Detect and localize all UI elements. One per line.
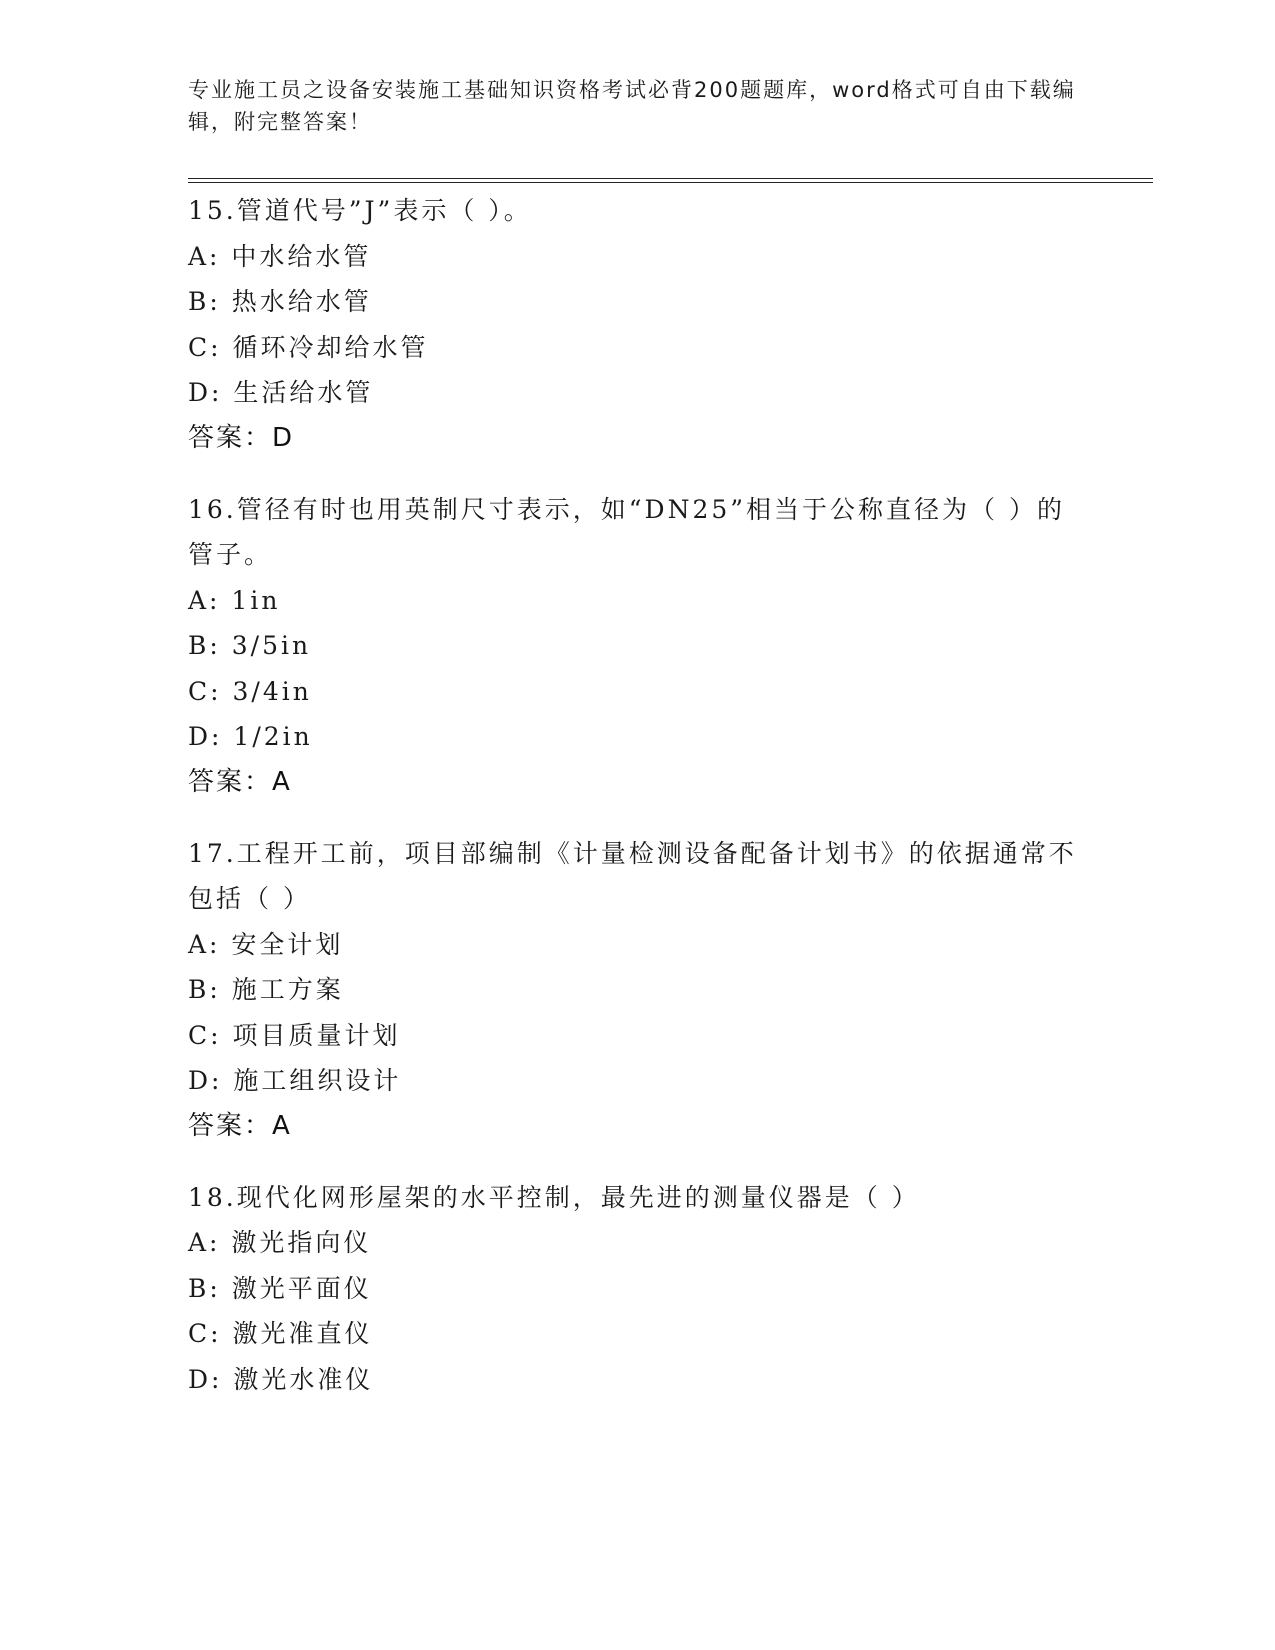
option-b: B: 施工方案 — [188, 975, 344, 1004]
header-divider-bottom — [188, 182, 1153, 183]
question-stem: 18.现代化网形屋架的水平控制，最先进的测量仪器是（ ） — [188, 1182, 920, 1212]
option-c: C: 循环冷却给水管 — [188, 332, 429, 362]
option-b: B: 热水给水管 — [188, 287, 372, 316]
question-list — [188, 188, 1108, 1428]
question-stem: 17.工程开工前，项目部编制《计量检测设备配备计划书》的依据通常不包括（ ） — [188, 838, 1077, 913]
question-stem: 15.管道代号”J”表示（ ）。 — [188, 196, 532, 225]
option-c: C: 激光准直仪 — [188, 1319, 373, 1348]
option-a: A: 安全计划 — [188, 929, 344, 959]
question-15 — [188, 188, 1108, 461]
answer-text: 答案：D — [188, 422, 295, 453]
option-d: D: 生活给水管 — [188, 378, 374, 407]
question-stem: 16.管径有时也用英制尺寸表示，如“DN25”相当于公称直径为（ ）的管子。 — [188, 494, 1065, 569]
option-d: D: 施工组织设计 — [188, 1066, 402, 1095]
option-b: B: 3/5in — [188, 631, 312, 660]
option-a: A: 激光指向仪 — [188, 1228, 372, 1257]
question-17 — [188, 831, 1108, 1149]
option-b: B: 激光平面仪 — [188, 1273, 372, 1303]
answer-text: 答案：A — [188, 766, 292, 797]
answer-text: 答案：A — [188, 1110, 292, 1141]
document-header: 专业施工员之设备安装施工基础知识资格考试必背200题题库，word格式可自由下载编辑，附完整答案！ — [188, 78, 1076, 134]
question-18 — [188, 1175, 1108, 1403]
question-16 — [188, 487, 1108, 805]
option-a: A: 中水给水管 — [188, 241, 372, 271]
option-c: C: 3/4in — [188, 676, 312, 706]
option-d: D: 激光水准仪 — [188, 1364, 374, 1394]
header-divider-top — [188, 178, 1153, 179]
option-d: D: 1/2in — [188, 722, 313, 751]
option-a: A: 1in — [188, 585, 281, 615]
option-c: C: 项目质量计划 — [188, 1020, 401, 1050]
